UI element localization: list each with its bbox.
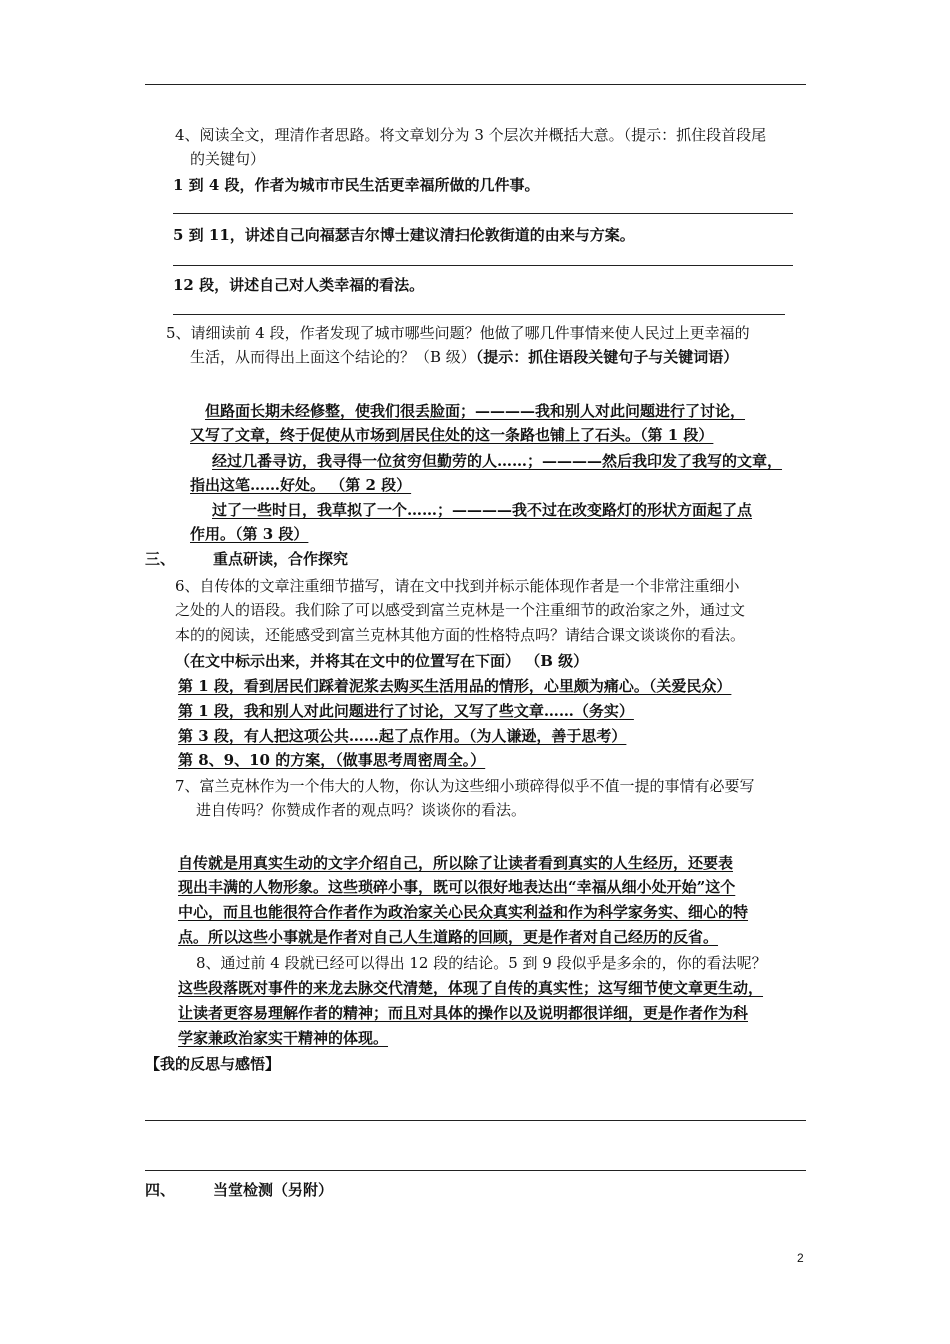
q4-question-line1: 4、阅读全文，理清作者思路。将文章划分为 3 个层次并概括大意。（提示：抓住段首段尾 bbox=[175, 126, 767, 144]
q4-question-line2: 的关键句） bbox=[190, 150, 266, 168]
q8-question-line1: 8、通过前 4 段就已经可以得出 12 段的结论。5 到 9 段似乎是多余的，你的看法呢？ bbox=[196, 954, 767, 972]
q5-answer-5: 过了一些时日，我草拟了一个……；————我不过在改变路灯的形状方面起了点 bbox=[212, 501, 753, 519]
q6-question-line2: 之处的人的语段。我们除了可以感受到富兰克林是一个注重细节的政治家之外，通过文 bbox=[175, 601, 746, 619]
reflection-title: 【我的反思与感悟】 bbox=[145, 1055, 281, 1073]
q5-answer-4: 指出这笔……好处。 （第 2 段） bbox=[190, 476, 412, 494]
q7-question-line2: 进自传吗？你赞成作者的观点吗？谈谈你的看法。 bbox=[196, 801, 527, 819]
section4-title: 当堂检测（另附） bbox=[213, 1181, 334, 1199]
q7-answer-1: 自传就是用真实生动的文字介绍自己，所以除了让读者看到真实的人生经历，还要表 bbox=[178, 854, 734, 872]
q4-answer-1: 1 到 4 段，作者为城市市民生活更幸福所做的几件事。 bbox=[173, 176, 540, 194]
q7-question-line1: 7、富兰克林作为一个伟大的人物，你认为这些细小琐碎得似乎不值一提的事情有必要写 bbox=[175, 777, 755, 795]
q6-question-line1: 6、自传体的文章注重细节描写，请在文中找到并标示能体现作者是一个非常注重细小 bbox=[175, 577, 740, 595]
q5-answer-6: 作用。（第 3 段） bbox=[190, 525, 309, 543]
answer-line bbox=[173, 213, 793, 214]
q6-answer-2: 第 1 段，我和别人对此问题进行了讨论，又写了些文章……（务实） bbox=[178, 702, 634, 720]
q6-answer-4: 第 8、9、10 的方案，（做事思考周密周全。） bbox=[178, 751, 486, 769]
q4-answer-3: 12 段，讲述自己对人类幸福的看法。 bbox=[173, 276, 425, 294]
q6-answer-3: 第 3 段，有人把这项公共……起了点作用。（为人谦逊，善于思考） bbox=[178, 727, 627, 745]
q8-answer-1: 这些段落既对事件的来龙去脉交代清楚，体现了自传的真实性；这写细节使文章更生动， bbox=[178, 979, 764, 997]
q6-question-line4: （在文中标示出来，并将其在文中的位置写在下面） （B 级） bbox=[175, 652, 589, 670]
answer-line bbox=[173, 314, 785, 315]
q5-question-line2 bbox=[190, 347, 738, 367]
q5-hint: （提示：抓住语段关键句子与关键词语） bbox=[475, 348, 739, 366]
q5-answer-3: 经过几番寻访，我寻得一位贫穷但勤劳的人……；————然后我印发了我写的文章， bbox=[212, 452, 783, 470]
page-number: 2 bbox=[797, 1251, 804, 1265]
q5-answer-2: 又写了文章，终于促使从市场到居民住处的这一条路也铺上了石头。（第 1 段） bbox=[190, 426, 714, 444]
q5-question-line1: 5、请细读前 4 段，作者发现了城市哪些问题？他做了哪几件事情来使人民过上更幸福的 bbox=[166, 324, 750, 342]
section3-number: 三、 bbox=[145, 550, 176, 568]
q5-answer-1: 但路面长期未经修整，使我们很丢脸面；————我和别人对此问题进行了讨论， bbox=[205, 402, 746, 420]
answer-line bbox=[173, 265, 793, 266]
q8-answer-2: 让读者更容易理解作者的精神；而且对具体的操作以及说明都很详细，更是作者作为科 bbox=[178, 1004, 749, 1022]
section4-number: 四、 bbox=[145, 1181, 176, 1199]
q7-answer-3: 中心，而且也能很符合作者作为政治家关心民众真实利益和作为科学家务实、细心的特 bbox=[178, 903, 749, 921]
q6-question-line3: 本的的阅读，还能感受到富兰克林其他方面的性格特点吗？请结合课文谈谈你的看法。 bbox=[175, 626, 746, 644]
q6-answer-1: 第 1 段，看到居民们踩着泥浆去购买生活用品的情形，心里颇为痛心。（关爱民众） bbox=[178, 677, 732, 695]
header-rule bbox=[145, 84, 806, 85]
q7-answer-4: 点。所以这些小事就是作者对自己人生道路的回顾，更是作者对自己经历的反省。 bbox=[178, 928, 719, 946]
reflection-line bbox=[145, 1170, 806, 1171]
section3-title: 重点研读，合作探究 bbox=[213, 550, 349, 568]
q4-answer-2: 5 到 11，讲述自己向福瑟吉尔博士建议清扫伦敦街道的由来与方案。 bbox=[173, 226, 635, 244]
q8-answer-3: 学家兼政治家实干精神的体现。 bbox=[178, 1029, 389, 1047]
q7-answer-2: 现出丰满的人物形象。这些琐碎小事，既可以很好地表达出“幸福从细小处开始”这个 bbox=[178, 878, 736, 896]
q5-question-line2a: 生活，从而得出上面这个结论的？（B 级） bbox=[190, 348, 476, 366]
reflection-line bbox=[145, 1120, 806, 1121]
